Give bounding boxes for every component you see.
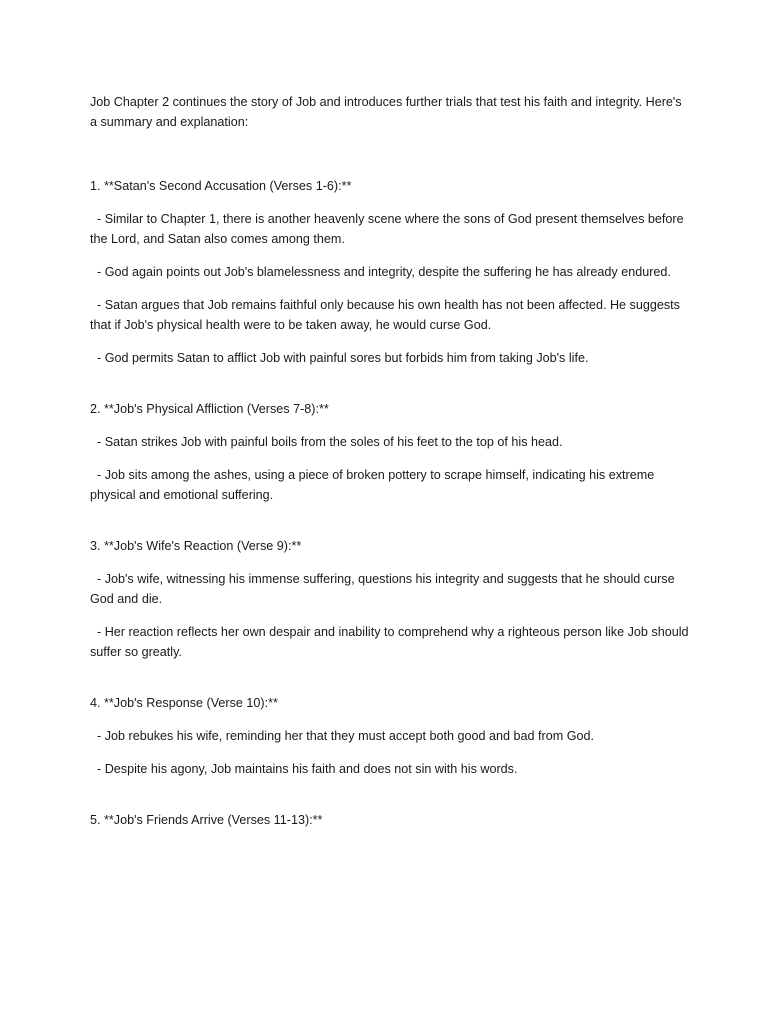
- section-heading: 3. **Job's Wife's Reaction (Verse 9):**: [90, 539, 302, 553]
- section-heading: 5. **Job's Friends Arrive (Verses 11-13):**: [90, 813, 323, 827]
- bullet-item: - God permits Satan to afflict Job with painful sores but forbids him from taking Job's life.: [90, 351, 589, 365]
- bullet-item: - Satan argues that Job remains faithful only because his own health has not been affected. He suggests that if Job's physical health were to be taken away, he would curse God.: [90, 298, 684, 332]
- bullet-item: - God again points out Job's blamelessness and integrity, despite the suffering he has already endured.: [90, 265, 671, 279]
- bullet-item: - Similar to Chapter 1, there is another heavenly scene where the sons of God present themselves before the Lord, and Satan also comes among them.: [90, 212, 688, 246]
- section-4: [90, 693, 690, 779]
- bullet-item: - Her reaction reflects her own despair and inability to comprehend why a righteous person like Job should suffer so greatly.: [90, 625, 693, 659]
- section-heading: 1. **Satan's Second Accusation (Verses 1-6):**: [90, 179, 352, 193]
- bullet-item: - Job sits among the ashes, using a piece of broken pottery to scrape himself, indicating his extreme physical and emotional suffering.: [90, 468, 658, 502]
- bullet-item: - Despite his agony, Job maintains his faith and does not sin with his words.: [90, 762, 518, 776]
- document-page: [90, 92, 693, 861]
- section-3: [90, 536, 693, 662]
- bullet-item: - Job's wife, witnessing his immense suffering, questions his integrity and suggests that he should curse God and die.: [90, 572, 679, 606]
- section-5: [90, 810, 690, 830]
- section-2: [90, 399, 690, 505]
- section-heading: 2. **Job's Physical Affliction (Verses 7-8):**: [90, 402, 329, 416]
- bullet-item: - Job rebukes his wife, reminding her that they must accept both good and bad from God.: [90, 729, 595, 743]
- section-1: [90, 176, 690, 368]
- bullet-item: - Satan strikes Job with painful boils from the soles of his feet to the top of his head.: [90, 435, 563, 449]
- section-heading: 4. **Job's Response (Verse 10):**: [90, 696, 278, 710]
- intro-paragraph: Job Chapter 2 continues the story of Job and introduces further trials that test his faith and integrity. Here's a summary and explanation:: [90, 95, 686, 129]
